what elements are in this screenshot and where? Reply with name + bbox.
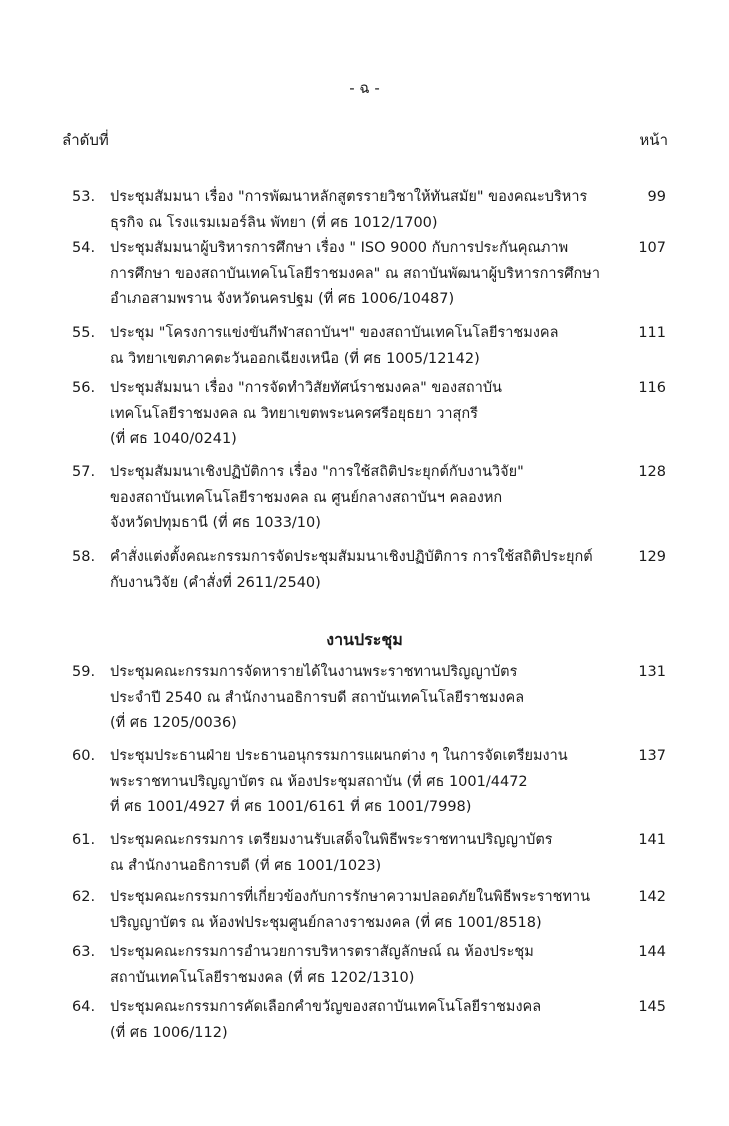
entry-page: 128 (638, 464, 666, 480)
entry-line: ประชุมคณะกรรมการคัดเลือกคำขวัญของสถาบันเทคโนโลยีราชมงคล (110, 999, 542, 1015)
entry-number: 58. (72, 549, 96, 565)
entry-line: ที่ ศธ 1001/4927 ที่ ศธ 1001/6161 ที่ ศธ 1001/7998) (110, 799, 472, 815)
entry-page: 116 (638, 380, 666, 396)
entry-page: 142 (638, 889, 666, 905)
entry-number: 54. (72, 240, 96, 256)
entry-number: 62. (72, 889, 96, 905)
entry-line: พระราชทานปริญญาบัตร ณ ห้องประชุมสถาบัน (ที่ ศธ 1001/4472 (110, 773, 528, 790)
section-heading: งานประชุม (326, 630, 403, 649)
entry-line: ธุรกิจ ณ โรงแรมเมอร์ลิน พัทยา (ที่ ศธ 1012/1700) (110, 214, 438, 231)
entry-line: ประชุมสัมมนา เรื่อง "การจัดทำวิสัยทัศน์ราชมงคล" ของสถาบัน (110, 380, 502, 396)
entry-line: อำเภอสามพราน จังหวัดนครปฐม (ที่ ศธ 1006/10487) (110, 291, 455, 307)
entry-page: 99 (647, 189, 666, 205)
entry-text (110, 460, 600, 537)
page-number: - ฉ - (349, 79, 380, 97)
entry-line: ประจำปี 2540 ณ สำนักงานอธิการบดี สถาบันเทคโนโลยีราชมงคล (110, 689, 525, 706)
entry-text (110, 995, 600, 1046)
entry-text (110, 940, 600, 991)
entry-text (110, 545, 600, 596)
entry-number: 60. (72, 748, 96, 764)
entry-number: 57. (72, 464, 96, 480)
entry-page: 141 (638, 832, 666, 848)
entry-line: ณ วิทยาเขตภาคตะวันออกเฉียงเหนือ (ที่ ศธ 1005/12142) (110, 350, 480, 367)
entry-number: 64. (72, 999, 96, 1015)
entry-line: คำสั่งแต่งตั้งคณะกรรมการจัดประชุมสัมมนาเชิงปฏิบัติการ การใช้สถิติประยุกต์ (110, 549, 593, 565)
entry-page: 144 (638, 944, 666, 960)
entry-line: ประชุมสัมมนาเชิงปฏิบัติการ เรื่อง "การใช้สถิติประยุกต์กับงานวิจัย" (110, 464, 524, 480)
entry-line: ประชุมสัมมนา เรื่อง "การพัฒนาหลักสูตรรายวิชาให้ทันสมัย" ของคณะบริหาร (110, 189, 588, 205)
entry-line: ประชุมคณะกรรมการอำนวยการบริหารตราสัญลักษณ์ ณ ห้องประชุม (110, 944, 534, 960)
entry-line: ปริญญาบัตร ณ ห้องฟประชุมศูนย์กลางราชมงคล (ที่ ศธ 1001/8518) (110, 914, 542, 931)
order-column-label: ลำดับที่ (62, 131, 109, 149)
entry-text (110, 744, 600, 821)
entry-text (110, 236, 600, 313)
entry-line: (ที่ ศธ 1006/112) (110, 1024, 228, 1041)
entry-page: 129 (638, 549, 666, 565)
entry-line: ประชุม "โครงการแข่งขันกีฬาสถาบันฯ" ของสถาบันเทคโนโลยีราชมงคล (110, 325, 559, 341)
entry-page: 137 (638, 748, 666, 764)
entry-line: ณ สำนักงานอธิการบดี (ที่ ศธ 1001/1023) (110, 857, 382, 874)
entry-text (110, 321, 600, 372)
entry-text (110, 185, 600, 236)
entry-line: ประชุมคณะกรรมการจัดหารายได้ในงานพระราชทานปริญญาบัตร (110, 664, 518, 680)
entry-number: 61. (72, 832, 96, 848)
entry-line: (ที่ ศธ 1205/0036) (110, 715, 237, 731)
entry-page: 145 (638, 999, 666, 1015)
entry-number: 63. (72, 944, 96, 960)
entry-number: 53. (72, 189, 96, 205)
entry-number: 55. (72, 325, 96, 341)
page-column-label: หน้า (639, 131, 668, 149)
entry-line: จังหวัดปทุมธานี (ที่ ศธ 1033/10) (110, 515, 321, 531)
entry-line: ประชุมคณะกรรมการ เตรียมงานรับเสด็จในพิธีพระราชทานปริญญาบัตร (110, 832, 553, 848)
entry-text (110, 376, 600, 453)
entry-number: 59. (72, 664, 96, 680)
entry-line: ประชุมประธานฝ่าย ประธานอนุกรรมการแผนกต่าง ๆ ในการจัดเตรียมงาน (110, 748, 568, 764)
entry-page: 111 (638, 325, 666, 341)
entry-line: กับงานวิจัย (คำสั่งที่ 2611/2540) (110, 574, 321, 591)
entry-text (110, 828, 600, 879)
entry-line: ประชุมคณะกรรมการที่เกี่ยวข้องกับการรักษาความปลอดภัยในพิธีพระราชทาน (110, 889, 591, 905)
entry-page: 131 (638, 664, 666, 680)
entry-line: การศึกษา ของสถาบันเทคโนโลยีราชมงคล" ณ สถาบันพัฒนาผู้บริหารการศึกษา (110, 265, 600, 282)
entry-line: ของสถาบันเทคโนโลยีราชมงคล ณ ศูนย์กลางสถาบันฯ คลองหก (110, 489, 503, 506)
entry-line: สถาบันเทคโนโลยีราชมงคล (ที่ ศธ 1202/1310) (110, 969, 415, 986)
entry-line: เทคโนโลยีราชมงคล ณ วิทยาเขตพระนครศรีอยุธยา วาสุกรี (110, 405, 478, 422)
entry-number: 56. (72, 380, 96, 396)
entry-line: (ที่ ศธ 1040/0241) (110, 431, 237, 447)
entry-page: 107 (638, 240, 666, 256)
entry-text (110, 885, 600, 936)
entry-text (110, 660, 600, 737)
entry-line: ประชุมสัมมนาผู้บริหารการศึกษา เรื่อง " ISO 9000 กับการประกันคุณภาพ (110, 240, 569, 256)
